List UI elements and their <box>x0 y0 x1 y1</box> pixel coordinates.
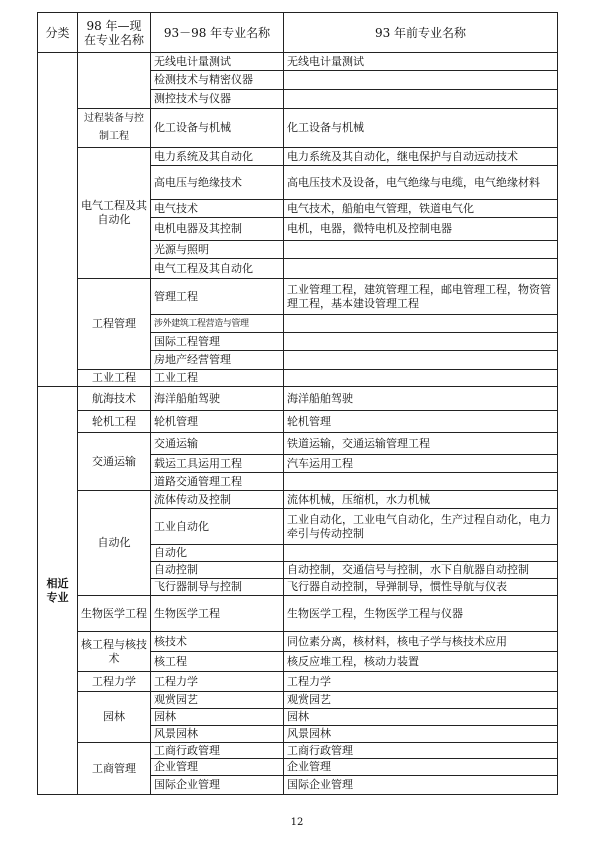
name98-cell: 交通运输 <box>151 433 284 455</box>
table-row <box>38 672 558 692</box>
name93-cell: 高电压技术及设备，电气绝缘与电缆，电气绝缘材料 <box>284 166 558 200</box>
group-cell <box>78 53 151 109</box>
table-header-row <box>38 13 558 53</box>
name98-cell: 自动化 <box>151 545 284 562</box>
name98-cell: 电力系统及其自动化 <box>151 148 284 166</box>
name98-cell: 轮机管理 <box>151 411 284 433</box>
name98-cell: 载运工具运用工程 <box>151 455 284 473</box>
name98-cell: 光源与照明 <box>151 241 284 259</box>
name98-cell: 管理工程 <box>151 279 284 315</box>
name98-cell: 观赏园艺 <box>151 692 284 709</box>
name98-cell: 企业管理 <box>151 759 284 776</box>
name98-cell: 流体传动及控制 <box>151 491 284 509</box>
table-row <box>38 370 558 387</box>
name93-cell <box>284 473 558 491</box>
header-current-name: 98 年—现在专业名称 <box>78 13 151 53</box>
name93-cell: 流体机械，压缩机，水力机械 <box>284 491 558 509</box>
name93-cell <box>284 241 558 259</box>
group-cell: 工程力学 <box>78 672 151 692</box>
name98-cell: 工商行政管理 <box>151 743 284 759</box>
table-row <box>38 109 558 148</box>
header-name-pre-93: 93 年前专业名称 <box>284 13 558 53</box>
header-name-93-98: 93－98 年专业名称 <box>151 13 284 53</box>
name98-cell: 生物医学工程 <box>151 596 284 632</box>
name93-cell: 电机，电器，微特电机及控制电器 <box>284 218 558 241</box>
table-row <box>38 743 558 759</box>
name98-cell: 核技术 <box>151 632 284 652</box>
name93-cell: 铁道运输，交通运输管理工程 <box>284 433 558 455</box>
name93-cell: 飞行器自动控制，导弹制导，惯性导航与仪表 <box>284 579 558 596</box>
name98-cell: 涉外建筑工程营造与管理 <box>151 315 284 333</box>
name98-cell: 高电压与绝缘技术 <box>151 166 284 200</box>
name93-cell: 化工设备与机械 <box>284 109 558 148</box>
name93-cell: 园林 <box>284 709 558 726</box>
name98-cell: 房地产经营管理 <box>151 351 284 370</box>
category-cell-related <box>38 387 78 795</box>
table-row <box>38 692 558 709</box>
name98-cell: 核工程 <box>151 652 284 672</box>
group-cell: 过程装备与控制工程 <box>78 109 151 148</box>
name98-cell: 园林 <box>151 709 284 726</box>
name93-cell: 核反应堆工程，核动力装置 <box>284 652 558 672</box>
name93-cell <box>284 545 558 562</box>
group-cell: 园林 <box>78 692 151 743</box>
name98-cell: 工业工程 <box>151 370 284 387</box>
name93-cell: 生物医学工程，生物医学工程与仪器 <box>284 596 558 632</box>
group-cell: 轮机工程 <box>78 411 151 433</box>
name93-cell: 工程力学 <box>284 672 558 692</box>
major-mapping-table <box>37 12 558 795</box>
category-cell-upper <box>38 53 78 387</box>
name98-cell: 无线电计量测试 <box>151 53 284 71</box>
name93-cell <box>284 370 558 387</box>
name93-cell <box>284 315 558 333</box>
name98-cell: 自动控制 <box>151 562 284 579</box>
name93-cell <box>284 71 558 90</box>
name93-cell: 风景园林 <box>284 726 558 743</box>
name93-cell <box>284 90 558 109</box>
group-cell: 航海技术 <box>78 387 151 411</box>
name98-cell: 工业自动化 <box>151 509 284 545</box>
table-row <box>38 632 558 652</box>
table-row <box>38 596 558 632</box>
name93-cell: 无线电计量测试 <box>284 53 558 71</box>
name93-cell: 海洋船舶驾驶 <box>284 387 558 411</box>
group-cell: 工商管理 <box>78 743 151 795</box>
name98-cell: 道路交通管理工程 <box>151 473 284 491</box>
group-cell: 工业工程 <box>78 370 151 387</box>
group-cell: 交通运输 <box>78 433 151 491</box>
group-cell: 自动化 <box>78 491 151 596</box>
name98-cell: 测控技术与仪器 <box>151 90 284 109</box>
name93-cell: 观赏园艺 <box>284 692 558 709</box>
name93-cell: 国际企业管理 <box>284 776 558 795</box>
category-label: 相近专业 <box>46 576 69 604</box>
name93-cell: 汽车运用工程 <box>284 455 558 473</box>
name98-cell: 风景园林 <box>151 726 284 743</box>
name98-cell: 电气技术 <box>151 200 284 218</box>
name98-cell: 电机电器及其控制 <box>151 218 284 241</box>
name98-cell: 国际企业管理 <box>151 776 284 795</box>
name93-cell: 自动控制，交通信号与控制，水下自航器自动控制 <box>284 562 558 579</box>
group-cell: 生物医学工程 <box>78 596 151 632</box>
name93-cell <box>284 351 558 370</box>
table-row <box>38 148 558 166</box>
name93-cell: 工业自动化，工业电气自动化，生产过程自动化，电力牵引与传动控制 <box>284 509 558 545</box>
group-cell: 核工程与核技术 <box>78 632 151 672</box>
table-row <box>38 387 558 411</box>
table-row <box>38 53 558 71</box>
page-number: 12 <box>290 817 304 828</box>
table-row <box>38 491 558 509</box>
name93-cell: 同位素分离，核材料，核电子学与核技术应用 <box>284 632 558 652</box>
header-category: 分类 <box>38 13 78 53</box>
name93-cell: 工商行政管理 <box>284 743 558 759</box>
name98-cell: 电气工程及其自动化 <box>151 259 284 279</box>
table-row <box>38 411 558 433</box>
group-cell: 工程管理 <box>78 279 151 370</box>
group-cell: 电气工程及其自动化 <box>78 148 151 279</box>
name98-cell: 工程力学 <box>151 672 284 692</box>
name93-cell: 工业管理工程，建筑管理工程，邮电管理工程，物资管理工程，基本建设管理工程 <box>284 279 558 315</box>
name98-cell: 国际工程管理 <box>151 333 284 351</box>
name93-cell <box>284 333 558 351</box>
name93-cell <box>284 259 558 279</box>
name93-cell: 轮机管理 <box>284 411 558 433</box>
name93-cell: 电气技术，船舶电气管理，铁道电气化 <box>284 200 558 218</box>
name98-cell: 飞行器制导与控制 <box>151 579 284 596</box>
table-row <box>38 279 558 315</box>
name98-cell: 海洋船舶驾驶 <box>151 387 284 411</box>
name98-cell: 检测技术与精密仪器 <box>151 71 284 90</box>
name93-cell: 企业管理 <box>284 759 558 776</box>
table-row <box>38 433 558 455</box>
name98-cell: 化工设备与机械 <box>151 109 284 148</box>
name93-cell: 电力系统及其自动化，继电保护与自动远动技术 <box>284 148 558 166</box>
